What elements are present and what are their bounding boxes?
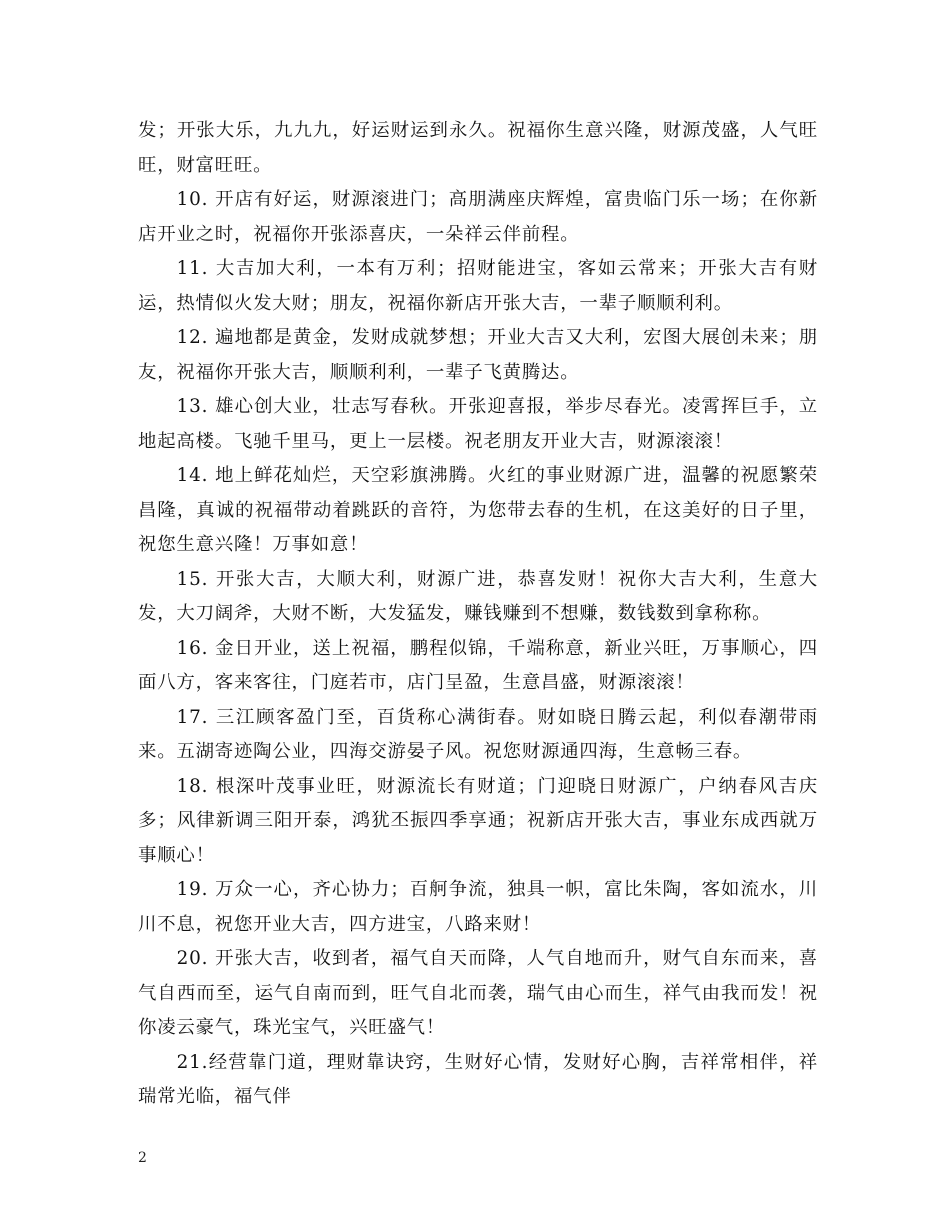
paragraph-item-19: 19. 万众一心，齐心协力；百舸争流，独具一帜，富比朱陶，客如流水，川川不息，祝您开业大吉，四方进宝，八路来财！ bbox=[138, 879, 818, 935]
paragraph-continuation: 发；开张大乐，九九九，好运财运到永久。祝福你生意兴隆，财源茂盛，人气旺旺，财富旺旺。 bbox=[138, 120, 818, 176]
paragraph-item-14: 14. 地上鲜花灿烂，天空彩旗沸腾。火红的事业财源广进，温馨的祝愿繁荣昌隆，真诚的祝福带动着跳跃的音符，为您带去春的生机，在这美好的日子里，祝您生意兴隆！万事如意！ bbox=[138, 465, 818, 555]
paragraph-item-10: 10. 开店有好运，财源滚进门；高朋满座庆辉煌，富贵临门乐一场；在你新店开业之时，祝福你开张添喜庆，一朵祥云伴前程。 bbox=[138, 189, 818, 245]
page-number: 2 bbox=[138, 1150, 147, 1166]
paragraph-item-13: 13. 雄心创大业，壮志写春秋。开张迎喜报，举步尽春光。凌霄挥巨手，立地起高楼。飞驰千里马，更上一层楼。祝老朋友开业大吉，财源滚滚！ bbox=[138, 396, 818, 452]
paragraph-item-21: 21.经营靠门道，理财靠诀窍，生财好心情，发财好心胸，吉祥常相伴，祥瑞常光临，福气伴 bbox=[138, 1051, 818, 1107]
paragraph-item-16: 16. 金日开业，送上祝福，鹏程似锦，千端称意，新业兴旺，万事顺心，四面八方，客来客往，门庭若市，店门呈盈，生意昌盛，财源滚滚！ bbox=[138, 637, 818, 693]
paragraph-item-12: 12. 遍地都是黄金，发财成就梦想；开业大吉又大利，宏图大展创未来；朋友，祝福你开张大吉，顺顺利利，一辈子飞黄腾达。 bbox=[138, 327, 818, 383]
paragraph-item-18: 18. 根深叶茂事业旺，财源流长有财道；门迎晓日财源广，户纳春风吉庆多；风律新调三阳开泰，鸿犹丕振四季享通；祝新店开张大吉，事业东成西就万事顺心！ bbox=[138, 775, 818, 866]
paragraph-item-20: 20. 开张大吉，收到者，福气自天而降，人气自地而升，财气自东而来，喜气自西而至，运气自南而到，旺气自北而袭，瑞气由心而生，祥气由我而发！祝你凌云豪气，珠光宝气，兴旺盛气！ bbox=[138, 948, 818, 1038]
paragraph-item-11: 11. 大吉加大利，一本有万利；招财能进宝，客如云常来；开张大吉有财运，热情似火发大财；朋友，祝福你新店开张大吉，一辈子顺顺利利。 bbox=[138, 258, 818, 314]
document-body bbox=[138, 114, 818, 1115]
paragraph-item-17: 17. 三江顾客盈门至，百货称心满街春。财如晓日腾云起，利似春潮带雨来。五湖寄迹陶公业，四海交游晏子风。祝您财源通四海，生意畅三春。 bbox=[138, 706, 818, 762]
paragraph-item-15: 15. 开张大吉，大顺大利，财源广进，恭喜发财！祝你大吉大利，生意大发，大刀阔斧，大财不断，大发猛发，赚钱赚到不想赚，数钱数到拿称称。 bbox=[138, 568, 818, 624]
